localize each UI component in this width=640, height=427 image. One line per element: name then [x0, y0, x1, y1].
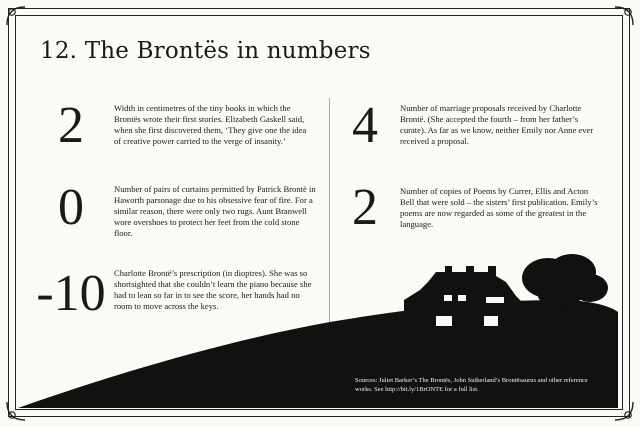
- fact-number-1: 2: [58, 97, 84, 154]
- fact-number-5: 2: [352, 179, 378, 236]
- fact-text-3: Charlotte Brontë’s prescription (in dioptres). She was so shortsighted that she couldn’t learn the piano because she had to lean so far in to see the score, her hands had no room to move across the keys.: [114, 268, 312, 311]
- house-silhouette: [404, 266, 536, 326]
- sources-note: Sources: Juliet Barker’s The Brontës, John Sutherland’s Brontësaurus and other reference works. See http://bit.ly/1BrONTE for a full list.: [355, 377, 588, 393]
- fact-number-4: 4: [352, 97, 378, 154]
- fact-text-4: Number of marriage proposals received by Charlotte Brontë. (She accepted the fourth – from her father’s curate). As far as we know, neither Emily nor Anne ever received a proposal.: [400, 103, 594, 146]
- page-title: 12. The Brontës in numbers: [40, 38, 371, 64]
- fact-text-2: Number of pairs of curtains permitted by Patrick Brontë in Haworth parsonage due to his obsessive fear of fire. For a similar reason, there were only two rugs. Aunt Branwell wore overshoes to protect her feet from the cold stone floor.: [114, 184, 316, 238]
- fact-number-2: 0: [58, 179, 84, 236]
- fact-number-3: -10: [36, 265, 106, 322]
- fact-text-5: Number of copies of Poems by Currer, Ellis and Acton Bell that were sold – the sisters’ first publication. Emily’s poems are now regarded as some of the greatest in the language.: [400, 186, 598, 229]
- fact-text-1: Width in centimetres of the tiny books in which the Brontës wrote their first stories. Elizabeth Gaskell said, when she first discovered them, ‘They give one the idea of creative power carried to the verge of insanity.’: [114, 103, 307, 146]
